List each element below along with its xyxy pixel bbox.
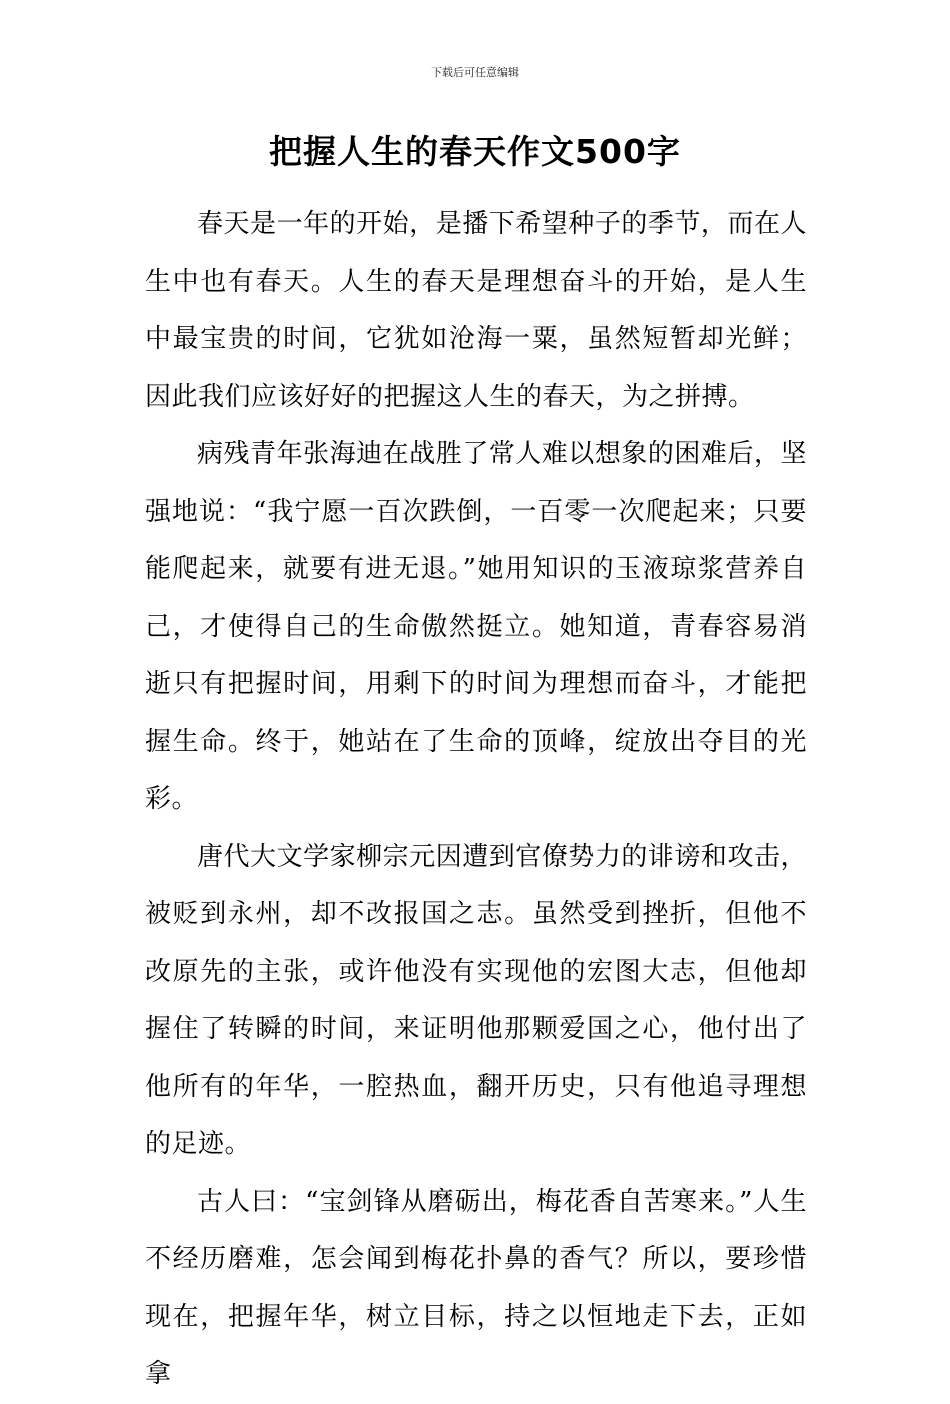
page-title: 把握人生的春天作文500字: [269, 132, 681, 171]
paragraph-2: 病残青年张海迪在战胜了常人难以想象的困难后，坚强地说：“我宁愿一百次跌倒，一百零一次爬起来；只要能爬起来，就要有进无退。”她用知识的玉液琼浆营养自己，才使得自己的生命傲然挺立。她知道，青春容易消逝只有把握时间，用剩下的时间为理想而奋斗，才能把握生命。终于，她站在了生命的顶峰，绽放出夺目的光彩。: [145, 439, 807, 814]
paragraph-3: 唐代大文学家柳宗元因遭到官僚势力的诽谤和攻击，被贬到永州，却不改报国之志。虽然受到挫折，但他不改原先的主张，或许他没有实现他的宏图大志，但他却握住了转瞬的时间，来证明他那颗爱国之心，他付出了他所有的年华，一腔热血，翻开历史，只有他追寻理想的足迹。: [145, 841, 807, 1159]
paragraph-4: 古人曰：“宝剑锋从磨砺出，梅花香自苦寒来。”人生不经历磨难，怎会闻到梅花扑鼻的香气？所以，要珍惜现在，把握年华，树立目标，持之以恒地走下去，正如拿: [145, 1186, 807, 1389]
document-body: [145, 196, 807, 1404]
paragraph-1: 春天是一年的开始，是播下希望种子的季节，而在人生中也有春天。人生的春天是理想奋斗的开始，是人生中最宝贵的时间，它犹如沧海一粟，虽然短暂却光鲜；因此我们应该好好的把握这人生的春天，为之拼搏。: [145, 209, 807, 412]
header-note: 下载后可任意编辑: [431, 66, 519, 79]
